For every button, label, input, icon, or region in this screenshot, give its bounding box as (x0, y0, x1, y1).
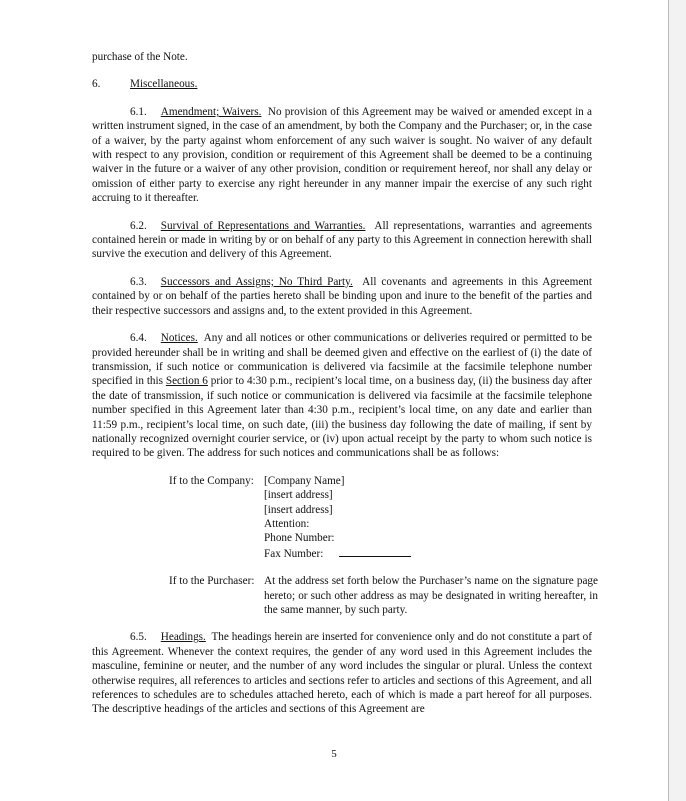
paragraph-continuation: purchase of the Note. (92, 51, 188, 63)
section-body-b: prior to 4:30 p.m., recipient’s local time, on a business day, (ii) the business day after the date of transmission, if such notice or communication is delivered via facsimile at the facsimile telephone number specified in this Agreement later than 4:30 p.m., recipient’s local time, on any date and earlier than 11:59 p.m., recipient’s local time, on such date, (iii) the business day following the date of mailing, if sent by nationally recognized overnight courier service, or (iv) upon actual receipt by the party to whom such notice is required to be given. The address for such notices and communications shall be as follows: (92, 375, 593, 460)
purchaser-address-text: At the address set forth below the Purchaser’s name on the signature page hereto; or such other address as may be designated in writing hereafter, in the same manner, by such party. (264, 575, 598, 616)
company-address-lines (264, 474, 592, 561)
company-phone: Phone Number: (264, 532, 335, 545)
section-title: Amendment; Waivers. (160, 105, 262, 118)
company-address-block (169, 474, 592, 561)
section-number: 6.5. (130, 631, 147, 644)
company-fax: Fax Number: (264, 547, 324, 560)
scroll-gutter[interactable] (669, 0, 686, 801)
purchaser-address-block (169, 574, 598, 617)
company-address-line: [insert address] (264, 489, 333, 502)
section-6-4 (92, 331, 592, 461)
section-6-2 (92, 219, 592, 262)
section-number: 6. (92, 78, 101, 91)
section-number: 6.1. (130, 105, 147, 118)
page-number: 5 (331, 748, 337, 760)
section-number: 6.3. (130, 275, 147, 288)
section-body: No provision of this Agreement may be waived or amended except in a written instrument signed, in the case of an amendment, by both the Company and the Purchaser; or, in the case of a waiver, by the party against whom enforcement of any such waiver is sought. No waiver of any default with respect to any provision, condition or requirement of this Agreement shall be deemed to be a continuing waiver in the future or a waiver of any other provision, condition or requirement hereof, nor shall any delay or omission of either party to exercise any right hereunder in any manner impair the exercise of any such right accruing to it thereafter. (92, 105, 592, 205)
section-6-5 (92, 630, 592, 716)
section-number: 6.2. (130, 219, 147, 232)
section-6-1 (92, 105, 592, 206)
section-heading-6 (92, 77, 592, 91)
section-6-3 (92, 275, 592, 318)
purchaser-label: If to the Purchaser: (169, 575, 255, 588)
section-title: Notices. (160, 332, 198, 345)
section-body-a: Any and all notices or other communications or deliveries required or permitted to be provided hereunder shall be in writing and shall be deemed given and effective on the earliest of (i) the date of transmission, if such notice or communication is delivered via facsimile at the facsimile telephone number specified in this (92, 332, 592, 388)
section-body: The headings herein are inserted for convenience only and do not constitute a part of this Agreement. Whenever the context requires, the gender of any word used in this Agreement includes the masculine, feminine or neuter, and the number of any word includes the singular or plural. Unless the context otherwise requires, all references to articles and sections refer to articles and sections of this Agreement, and all references to schedules are to schedules attached hereto, each of which is made a part hereof for all purposes. The descriptive headings of the articles and sections of this Agreement are (92, 631, 592, 716)
section-6-reference-link[interactable]: Section 6 (165, 375, 208, 388)
company-address-line: [insert address] (264, 503, 333, 516)
section-title: Successors and Assigns; No Third Party. (160, 275, 353, 288)
company-fax-row (264, 546, 592, 561)
company-attention: Attention: (264, 517, 310, 530)
section-number: 6.4. (130, 332, 147, 345)
section-body: All covenants and agreements in this Agreement contained by or on behalf of the parties hereto shall be binding upon and inure to the benefit of the parties and their respective successors and assigns and, to the extent provided in this Agreement. (92, 275, 592, 317)
company-name: [Company Name] (264, 474, 345, 487)
company-label: If to the Company: (169, 474, 254, 487)
page-content (92, 50, 598, 717)
section-body: All representations, warranties and agreements contained herein or made in writing by or on behalf of any party to this Agreement in connection herewith shall survive the execution and delivery of this Agreement. (92, 219, 593, 261)
section-title: Miscellaneous. (130, 78, 198, 91)
section-title: Survival of Representations and Warranties. (160, 219, 366, 232)
fax-blank-line (339, 546, 411, 557)
section-title: Headings. (160, 631, 206, 644)
